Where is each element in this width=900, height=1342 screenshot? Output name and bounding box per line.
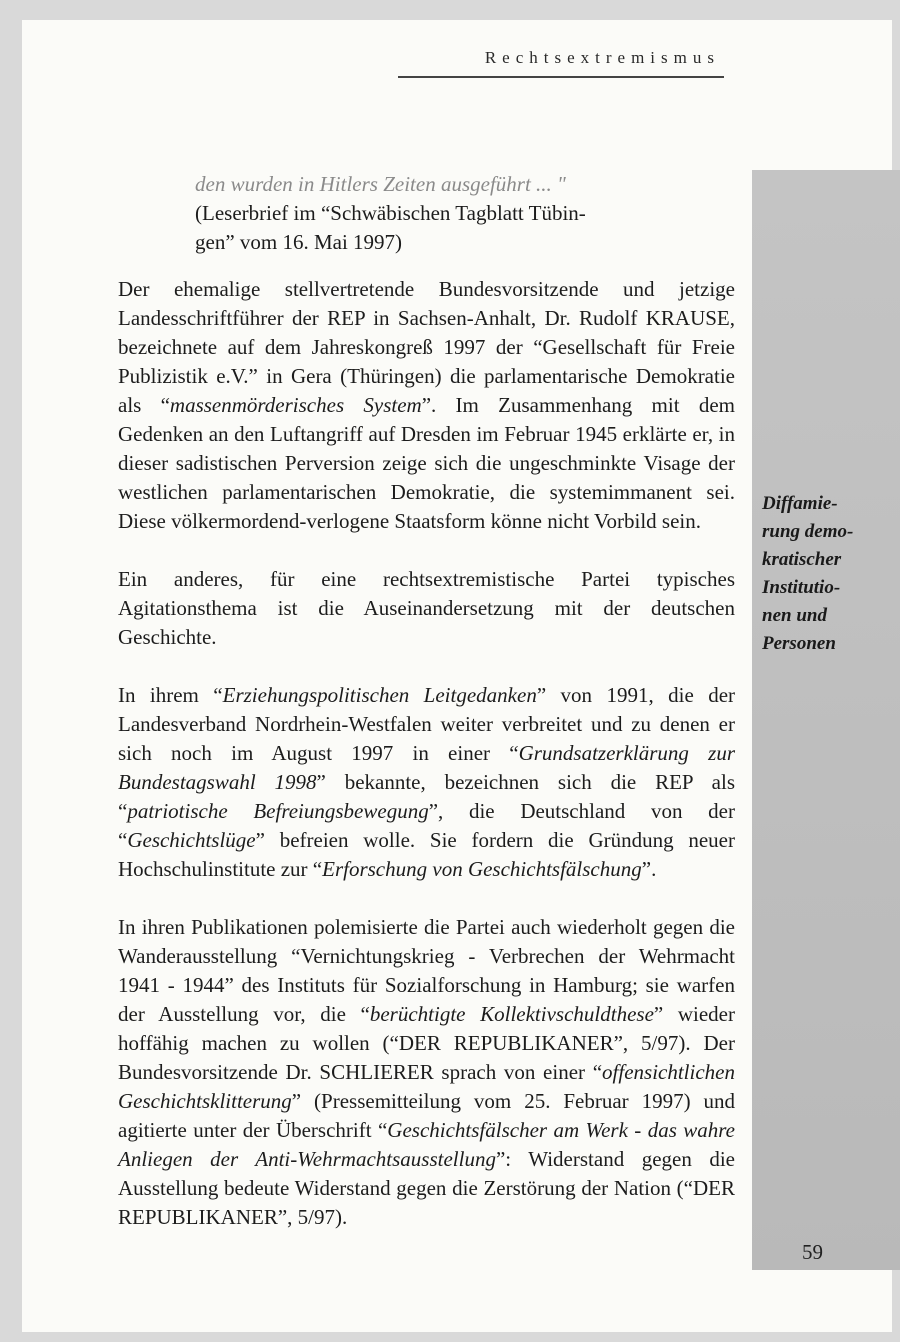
italic-run: Grundsatzerklärung zur Bundestagswahl 1998 — [118, 741, 735, 794]
paragraph-4 — [118, 913, 735, 1232]
paragraph-1 — [118, 275, 735, 536]
quote-block — [195, 170, 735, 257]
text-run: In ihrem “ — [118, 683, 223, 707]
italic-run: Erziehungspolitischen Leitgedanken — [222, 683, 537, 707]
text-run: ” bekannte, bezeichnen sich die REP als “ — [118, 770, 735, 823]
italic-run: offensichtlichen Geschichtsklitterung — [118, 1060, 735, 1113]
text-run: ”. — [641, 857, 657, 881]
margin-note-line: rung demo- — [762, 521, 854, 542]
quote-source-line-1: (Leserbrief im “Schwäbischen Tagblatt Tübin- — [195, 201, 586, 225]
text-run: ” wieder hoffähig machen zu wollen (“DER REPUBLIKANER”, 5/97). Der Bundesvorsitzende Dr. SCHLIERER sprach von einer “ — [118, 1002, 735, 1084]
text-run: In ihren Publikationen polemisierte die Partei auch wiederholt gegen die Wanderausstellung “Vernichtungskrieg - Verbrechen der Wehrmacht 1941 - 1944” des Instituts für Sozialforschung in Hamburg; sie warfen der Ausstellung vor, die “ — [118, 915, 735, 1026]
text-run: ”: Widerstand gegen die Ausstellung bedeute Widerstand gegen die Zerstörung der Nation (“DER REPUBLIKANER”, 5/97). — [118, 1147, 735, 1229]
body-text — [118, 275, 735, 1261]
italic-run: berüchtigte Kollektivschuldthese — [369, 1002, 654, 1026]
margin-note-line: kratischer — [762, 549, 842, 570]
margin-note-line: Institutio- — [762, 577, 841, 598]
italic-run: massenmörderisches System — [169, 393, 422, 417]
margin-note-line: nen und — [762, 605, 827, 626]
margin-note — [762, 490, 892, 658]
text-run: Der ehemalige stellvertretende Bundesvorsitzende und jetzige Landesschriftführer der REP in Sachsen-Anhalt, Dr. Rudolf KRAUSE, bezeichnete auf dem Jahreskongreß 1997 der “Gesellschaft für Freie Publizistik e.V.” in Gera (Thüringen) die parlamentarische Demokratie als “ — [118, 277, 735, 417]
quote-italic-fragment: den wurden in Hitlers Zeiten ausgeführt ... " — [195, 172, 566, 196]
margin-note-line: Personen — [762, 633, 836, 654]
page-number: 59 — [802, 1240, 823, 1264]
italic-run: patriotische Befreiungsbewegung — [127, 799, 429, 823]
quote-source-line-2: gen” vom 16. Mai 1997) — [195, 230, 403, 254]
text-run: ”, die Deutschland von der “ — [118, 799, 735, 852]
running-head: Rechtsextremismus — [484, 48, 720, 67]
paragraph-3 — [118, 681, 735, 884]
text-run: ” von 1991, die der Landesverband Nordrhein-Westfalen weiter verbreitet und zu denen er sich noch im August 1997 in einer “ — [118, 683, 736, 765]
text-run: ” (Pressemitteilung vom 25. Februar 1997) und agitierte unter der Überschrift “ — [118, 1089, 735, 1142]
margin-sidebar — [752, 170, 900, 1270]
header-rule — [398, 76, 724, 78]
paragraph-2: Ein anderes, für eine rechtsextremistische Partei typisches Agitationsthema ist die Auseinandersetzung mit der deutschen Geschichte. — [118, 567, 735, 649]
italic-run: Erforschung von Geschichtsfälschung — [322, 857, 642, 881]
text-run: ” befreien wolle. Sie fordern die Gründung neuer Hochschulinstitute zur “ — [118, 828, 735, 881]
italic-run: Geschichtslüge — [127, 828, 256, 852]
italic-run: Geschichtsfälscher am Werk - das wahre Anliegen der Anti-Wehrmachtsausstellung — [118, 1118, 735, 1171]
text-run: ”. Im Zusammenhang mit dem Gedenken an den Luftangriff auf Dresden im Februar 1945 erklärte er, in dieser sadistischen Perversion zeige sich die ungeschminkte Visage der westlichen parlamentarischen Demokratie, die systemimmanent sei. Diese völkermordend-verlogene Staatsform könne nicht Vorbild sein. — [118, 393, 735, 533]
margin-note-line: Diffamie- — [762, 493, 838, 514]
